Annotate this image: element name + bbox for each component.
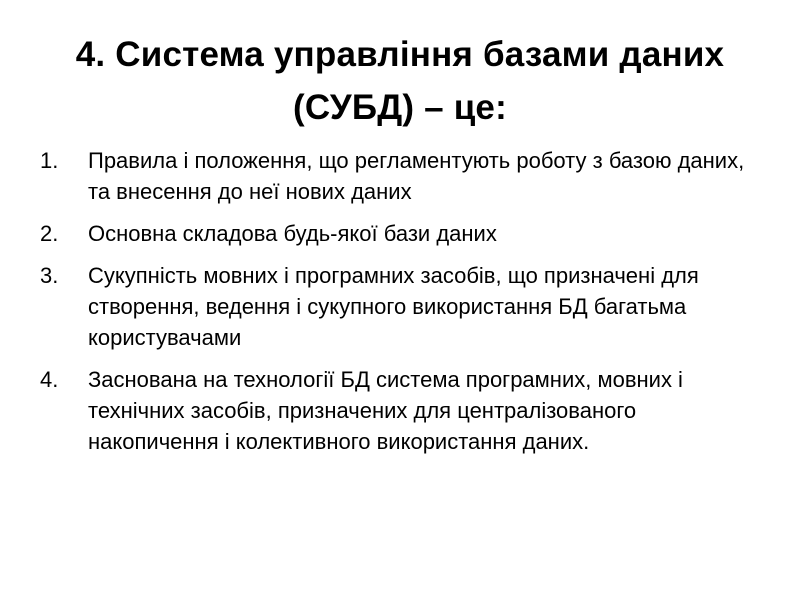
list-item-text: Сукупність мовних і програмних засобів, що призначені для створення, ведення і сукупного використання БД багатьма користувачами bbox=[88, 263, 699, 350]
list-item-text: Основна складова будь-якої бази даних bbox=[88, 221, 497, 246]
list-item-text: Правила і положення, що регламентують роботу з базою даних, та внесення до неї нових даних bbox=[88, 148, 745, 204]
list-item-4 bbox=[40, 364, 760, 457]
list-item-number: 4. bbox=[40, 367, 59, 392]
list-item-text: Заснована на технології БД система програмних, мовних і технічних засобів, призначених для централізованого накопичення і колективного використання даних. bbox=[88, 367, 683, 454]
list-item-number: 2. bbox=[40, 221, 59, 246]
slide-title: 4. Система управління базами даних (СУБД) – це: bbox=[75, 35, 725, 127]
list-item-1 bbox=[40, 145, 760, 207]
list-item-number: 1. bbox=[40, 148, 59, 173]
list-item-2 bbox=[40, 218, 760, 249]
list-item-3 bbox=[40, 260, 760, 353]
answer-list bbox=[40, 145, 760, 468]
list-item-number: 3. bbox=[40, 263, 59, 288]
